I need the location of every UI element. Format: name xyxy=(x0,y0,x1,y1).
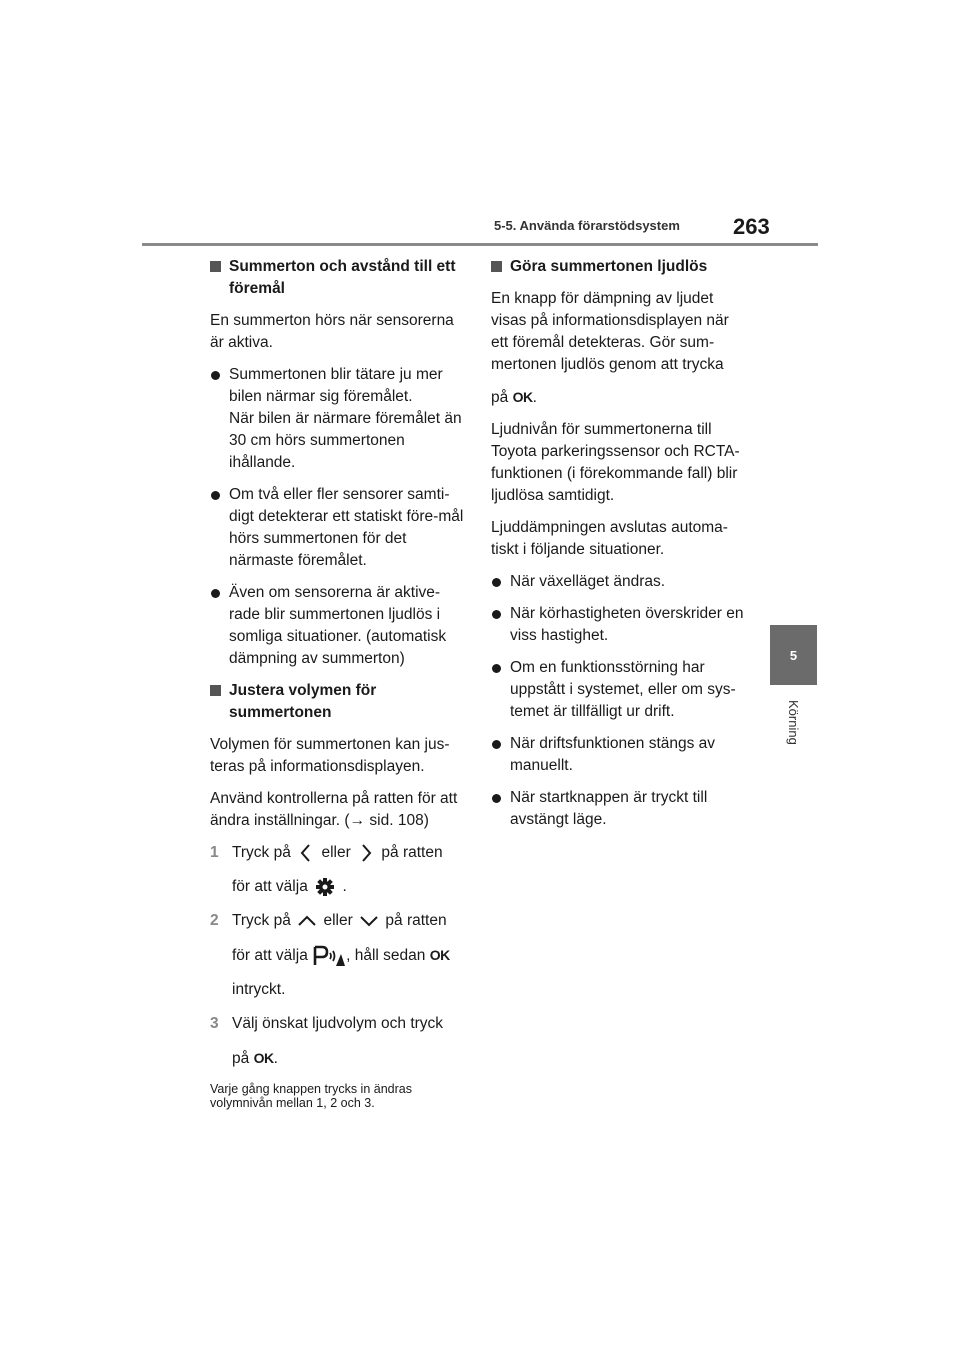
bullet-item: När startknappen är tryckt till avstängt läge. xyxy=(491,787,749,831)
step-number: 1 xyxy=(210,844,219,861)
reference-arrow-icon: → xyxy=(349,812,366,829)
ok-button-icon: OK xyxy=(429,947,450,964)
bullet-item: Om två eller fler sensorer samti-digt detekterar ett statiskt före-mål hörs summertonen för det närmaste föremålet. xyxy=(210,484,468,572)
step-3: 3 Välj önskat ljudvolym och tryck på OK. xyxy=(210,1015,444,1068)
step-2: 2 Tryck på eller på ratten för att välja , håll sedan OK intryckt. xyxy=(210,912,450,999)
settings-gear-icon xyxy=(312,876,338,898)
footnote: Varje gång knappen trycks in ändras volymnivån mellan 1, 2 och 3. xyxy=(210,1082,412,1111)
right-column xyxy=(491,256,749,841)
bullet-icon xyxy=(492,664,501,673)
parking-sensor-icon xyxy=(312,945,346,967)
left-column xyxy=(210,256,468,1110)
bullet-icon xyxy=(492,740,501,749)
chevron-down-icon xyxy=(357,912,381,930)
paragraph: Ljudnivån för summertonerna till Toyota parkeringssensor och RCTA-funktionen (i förekommande fall) blir ljudlösa samtidigt. xyxy=(491,421,740,504)
bullet-item: När driftsfunktionen stängs av manuellt. xyxy=(491,733,749,777)
chevron-up-icon xyxy=(295,912,319,930)
step-number: 2 xyxy=(210,912,219,930)
page-number: 263 xyxy=(733,214,770,239)
section-heading: Justera volymen för summertonen xyxy=(210,680,468,724)
section-title: 5-5. Använda förarstödsystem xyxy=(494,218,680,233)
bullet-icon xyxy=(492,578,501,587)
bullet-item: Summertonen blir tätare ju mer bilen närmar sig föremålet. När bilen är närmare föremålet än 30 cm hörs summertonen ihållande. xyxy=(210,364,468,474)
paragraph: Volymen för summertonen kan jus-teras på informationsdisplayen. xyxy=(210,736,450,775)
bullet-icon xyxy=(492,794,501,803)
paragraph: Använd kontrollerna på ratten för att ändra inställningar. (→ sid. 108) xyxy=(210,790,458,829)
chapter-tab xyxy=(770,625,817,685)
paragraph: En summerton hörs när sensorerna är aktiva. xyxy=(210,312,454,351)
bullet-icon xyxy=(211,491,220,500)
heading-square-icon xyxy=(210,261,221,272)
chevron-right-icon xyxy=(355,843,377,863)
bullet-icon xyxy=(492,610,501,619)
heading-square-icon xyxy=(491,261,502,272)
chapter-label-text: Körning xyxy=(786,700,801,745)
section-heading: Göra summertonen ljudlös xyxy=(491,256,749,278)
ok-button-icon: OK xyxy=(253,1050,274,1067)
section-heading: Summerton och avstånd till ett föremål xyxy=(210,256,468,300)
chapter-number: 5 xyxy=(789,647,798,663)
bullet-item: När körhastigheten överskrider en viss hastighet. xyxy=(491,603,749,647)
step-1: 1 Tryck på eller på ratten för att välja . xyxy=(210,842,468,898)
bullet-item: När växelläget ändras. xyxy=(491,571,749,593)
bullet-item: Även om sensorerna är aktive-rade blir summertonen ljudlös i somliga situationer. (automatisk dämpning av summerton) xyxy=(210,582,468,670)
paragraph: på OK. xyxy=(491,389,537,406)
ok-button-icon: OK xyxy=(512,389,533,405)
chapter-label xyxy=(777,700,811,760)
step-number: 3 xyxy=(210,1015,219,1033)
heading-square-icon xyxy=(210,685,221,696)
bullet-item: Om en funktionsstörning har uppstått i systemet, eller om sys-temet är tillfälligt ur drift. xyxy=(491,657,749,723)
bullet-icon xyxy=(211,589,220,598)
paragraph: En knapp för dämpning av ljudet visas på informationsdisplayen när ett föremål detekteras. Gör sum-mertonen ljudlös genom att trycka xyxy=(491,290,729,373)
bullet-icon xyxy=(211,371,220,380)
paragraph: Ljuddämpningen avslutas automa-tiskt i följande situationer. xyxy=(491,519,728,558)
chevron-left-icon xyxy=(295,843,317,863)
header-divider xyxy=(142,243,818,246)
